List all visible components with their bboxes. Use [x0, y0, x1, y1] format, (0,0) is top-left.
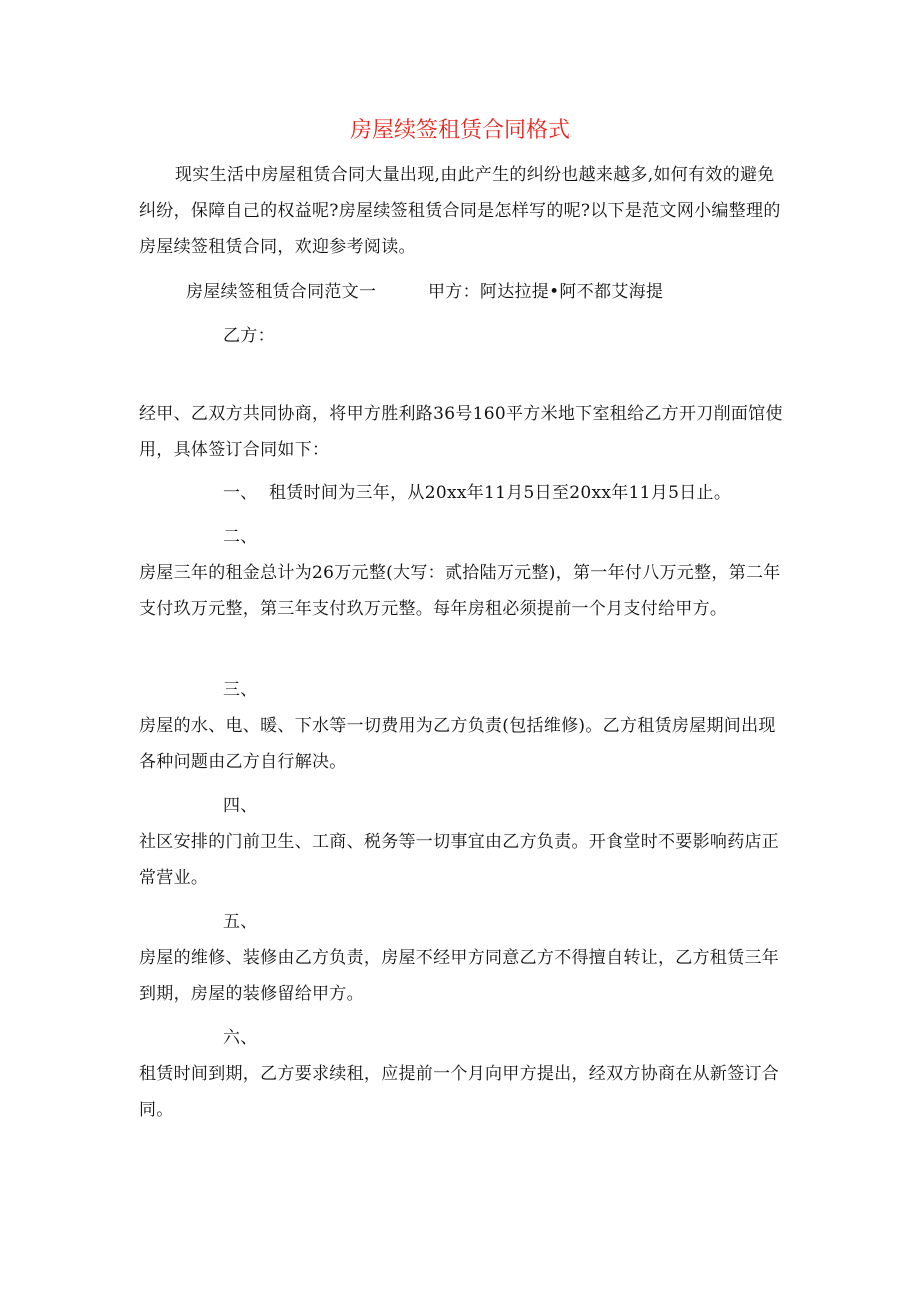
intro-paragraph: 现实生活中房屋租赁合同大量出现,由此产生的纠纷也越来越多,如何有效的避免纠纷，保障自己的权益呢?房屋续签租赁合同是怎样写的呢?以下是范文网小编整理的房屋续签租赁合同，欢迎参考阅读。: [139, 165, 781, 257]
agreement-paragraph: 经甲、乙双方共同协商，将甲方胜利路36号160平方米地下室租给乙方开刀削面馆使用，具体签订合同如下：: [139, 404, 783, 460]
clause-3-heading: 三、: [223, 680, 258, 700]
clause-3-body: 房屋的水、电、暖、下水等一切费用为乙方负责(包括维修)。乙方租赁房屋期间出现各种问题由乙方自行解决。: [139, 716, 776, 772]
clause-4-heading: 四、: [223, 796, 258, 816]
party-a: 甲方：阿达拉提•阿不都艾海提: [428, 282, 664, 302]
clause-5-body: 房屋的维修、装修由乙方负责，房屋不经甲方同意乙方不得擅自转让，乙方租赁三年到期，房屋的装修留给甲方。: [139, 948, 780, 1004]
clause-5-heading: 五、: [223, 912, 258, 932]
clause-1: 一、 租赁时间为三年，从20xx年11月5日至20xx年11月5日止。: [223, 483, 732, 503]
clause-2-heading: 二、: [223, 527, 258, 547]
clause-6-heading: 六、: [223, 1028, 258, 1048]
clause-2-body: 房屋三年的租金总计为26万元整(大写：贰拾陆万元整)，第一年付八万元整，第二年支付玖万元整，第三年支付玖万元整。每年房租必须提前一个月支付给甲方。: [139, 563, 781, 619]
clause-4-body: 社区安排的门前卫生、工商、税务等一切事宜由乙方负责。开食堂时不要影响药店正常营业。: [139, 832, 780, 888]
party-b: 乙方：: [223, 326, 275, 346]
sample-heading: 房屋续签租赁合同范文一: [186, 282, 377, 302]
clause-6-body: 租赁时间到期，乙方要求续租，应提前一个月向甲方提出，经双方协商在从新签订合同。: [139, 1064, 780, 1120]
document-title: 房屋续签租赁合同格式: [349, 118, 570, 143]
